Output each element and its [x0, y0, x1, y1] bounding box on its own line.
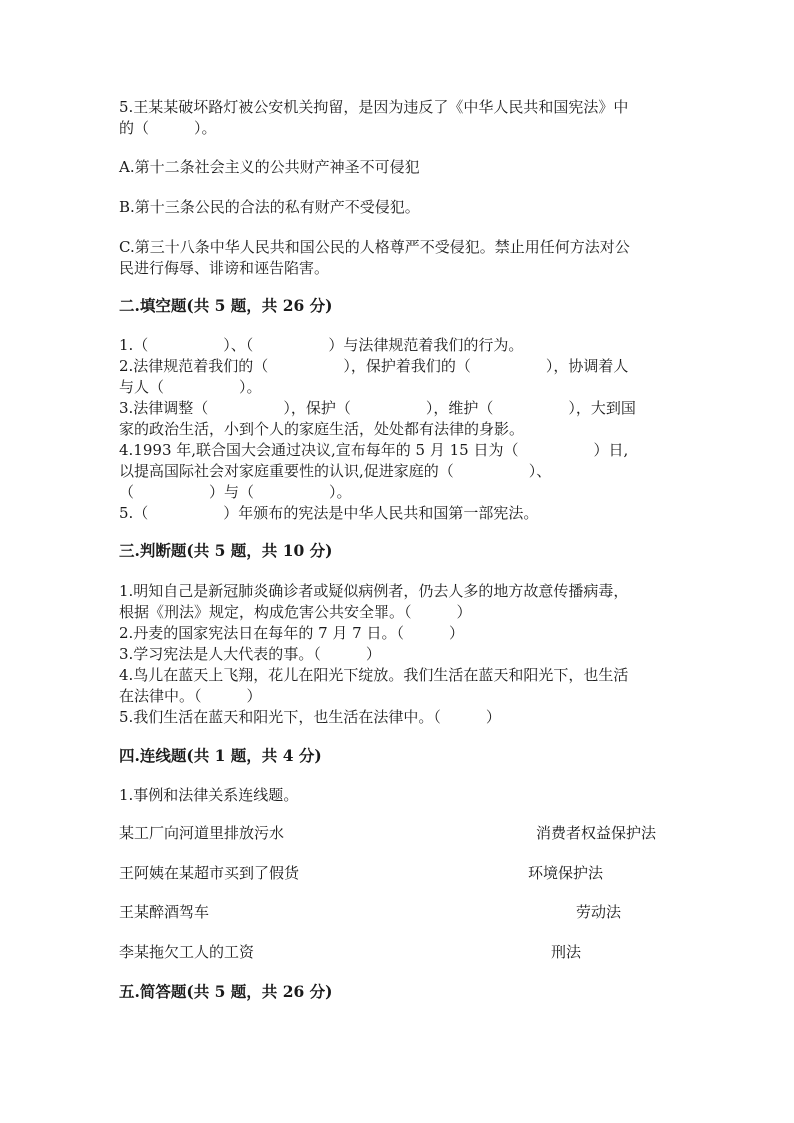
section3-line: 5.我们生活在蓝天和阳光下，也生活在法律中。（ ） — [119, 708, 501, 726]
section2-line: 5.（ ）年颁布的宪法是中华人民共和国第一部宪法。 — [119, 504, 539, 522]
match-left-item: 李某拖欠工人的工资 — [119, 943, 255, 961]
section2-line: 以提高国际社会对家庭重要性的认识,促进家庭的（ ）、 — [119, 462, 552, 480]
section3-line: 3.学习宪法是人大代表的事。（ ） — [119, 645, 381, 663]
section2-line: 4.1993 年,联合国大会通过决议,宣布每年的 5 月 15 日为（ ）日, — [119, 441, 629, 459]
section3-line: 根据《刑法》规定，构成危害公共安全罪。（ ） — [119, 603, 472, 621]
section5-heading: 五.简答题(共 5 题，共 26 分) — [119, 982, 333, 1001]
section3-line: 1.明知自己是新冠肺炎确诊者或疑似病例者，仍去人多的地方故意传播病毒， — [119, 582, 629, 600]
match-right-item: 刑法 — [551, 943, 582, 961]
match-right-item: 劳动法 — [576, 903, 622, 921]
section4-heading: 四.连线题(共 1 题，共 4 分) — [119, 746, 322, 765]
q5-option-c-line1: C.第三十八条中华人民共和国公民的人格尊严不受侵犯。禁止用任何方法对公 — [119, 238, 630, 256]
match-right-item: 消费者权益保护法 — [536, 824, 657, 842]
q5-option-b: B.第十三条公民的合法的私有财产不受侵犯。 — [119, 198, 420, 216]
match-left-item: 王阿姨在某超市买到了假货 — [119, 864, 300, 882]
section4-intro: 1.事例和法律关系连线题。 — [119, 786, 299, 804]
q5-option-a: A.第十二条社会主义的公共财产神圣不可侵犯 — [119, 158, 420, 176]
section2-line: 与人（ ）。 — [119, 378, 262, 396]
section2-heading: 二.填空题(共 5 题，共 26 分) — [119, 296, 333, 315]
match-right-item: 环境保护法 — [528, 864, 604, 882]
section2-line: 家的政治生活，小到个人的家庭生活，处处都有法律的身影。 — [119, 420, 525, 438]
match-left-item: 王某醉酒驾车 — [119, 903, 210, 921]
section3-line: 在法律中。（ ） — [119, 687, 262, 705]
section2-line: 3.法律调整（ ），保护（ ），维护（ ），大到国 — [119, 399, 636, 417]
section3-line: 2.丹麦的国家宪法日在每年的 7 月 7 日。（ ） — [119, 624, 464, 642]
q5-stem-line2: 的（ ）。 — [119, 119, 217, 137]
q5-stem-line1: 5.王某某破坏路灯被公安机关拘留，是因为违反了《中华人民共和国宪法》中 — [119, 98, 629, 116]
section2-line: 2.法律规范着我们的（ ），保护着我们的（ ），协调着人 — [119, 357, 629, 375]
match-left-item: 某工厂向河道里排放污水 — [119, 824, 285, 842]
section3-heading: 三.判断题(共 5 题，共 10 分) — [119, 541, 333, 560]
section2-line: （ ）与（ ）。 — [119, 483, 352, 501]
section2-line: 1.（ ）、（ ）与法律规范着我们的行为。 — [119, 336, 524, 354]
q5-option-c-line2: 民进行侮辱、诽谤和诬告陷害。 — [119, 259, 330, 277]
section3-line: 4.鸟儿在蓝天上飞翔，花儿在阳光下绽放。我们生活在蓝天和阳光下，也生活 — [119, 666, 629, 684]
